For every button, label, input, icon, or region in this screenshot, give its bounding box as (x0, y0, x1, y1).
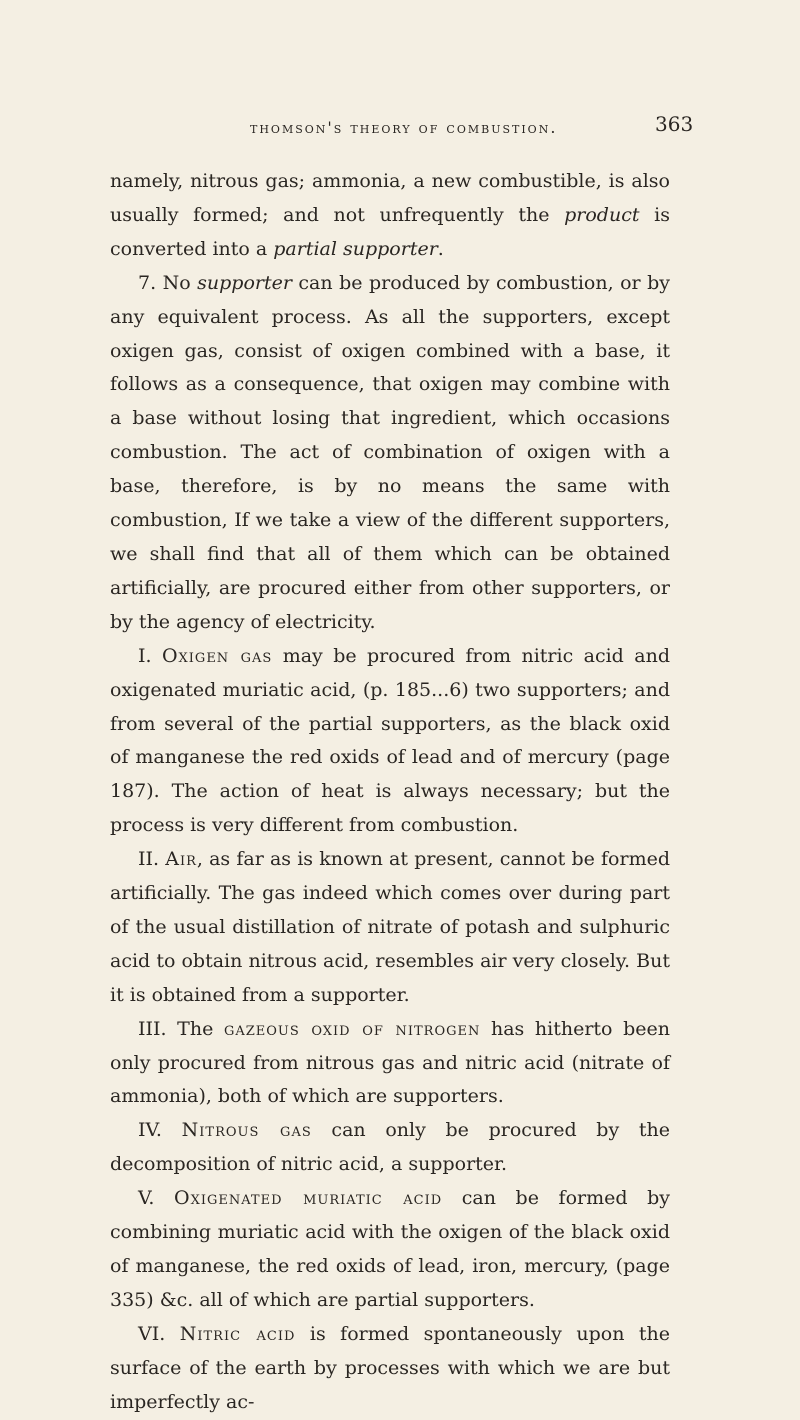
paragraph-v-oxigenated-muriatic-acid: V. Oxigenated muriatic acid can be formed by combining muriatic acid with the oxigen of the black oxid of manganese, the red oxids of lead, iron, mercury, (page 335) &c. all of which are partial supporters. (110, 1187, 670, 1311)
section-numeral: V. (138, 1187, 155, 1210)
italic-term: partial supporter (273, 237, 438, 260)
section-numeral: III. (138, 1017, 167, 1040)
italic-term: supporter (197, 271, 292, 294)
section-term: Air (165, 848, 197, 871)
section-term: gazeous oxid of nitrogen (223, 1017, 481, 1040)
paragraph-iv-nitrous-gas: IV. Nitrous gas can only be procured by the decomposition of nitric acid, a supporter. (110, 1119, 670, 1176)
section-term: Oxigenated muriatic acid (174, 1187, 443, 1210)
running-header (250, 118, 710, 137)
page-number: 363 (655, 112, 694, 136)
paragraph-ii-air: II. Air, as far as is known at present, cannot be formed artificially. The gas indeed which comes over during part of the usual distillation of nitrate of potash and sulphuric acid to obtain nitrous acid, resembles air very closely. But it is obtained from a supporter. (110, 848, 670, 1006)
paragraph-i-oxigen-gas: I. Oxigen gas may be procured from nitric acid and oxigenated muriatic acid, (p. 185...6) two supporters; and from several of the partial supporters, as the black oxid of manganese the red oxids of lead and of mercury (page 187). The action of heat is always necessary; but the process is very different from combustion. (110, 644, 670, 837)
paragraph-iii-gazeous-oxid: III. The gazeous oxid of nitrogen has hitherto been only procured from nitrous gas and nitric acid (nitrate of ammonia), both of which are supporters. (110, 1017, 670, 1108)
section-numeral: VI. (138, 1322, 166, 1345)
body-text (110, 165, 670, 1420)
section-term: Oxigen gas (161, 644, 273, 667)
paragraph-continuation: namely, nitrous gas; ammonia, a new combustible, is also usually formed; and not unfrequently the product is converted into a partial supporter. (110, 170, 670, 260)
italic-term: product (564, 203, 640, 226)
paragraph-7: 7. No supporter can be produced by combustion, or by any equivalent process. As all the supporters, except oxigen gas, consist of oxigen combined with a base, it follows as a consequence, that oxigen may combine with a base without losing that ingredient, which occasions combustion. The act of combination of oxigen with a base, therefore, is by no means the same with combustion, If we take a view of the different supporters, we shall find that all of them which can be obtained artificially, are procured either from other supporters, or by the agency of electricity. (110, 271, 670, 633)
section-numeral: I. (138, 644, 152, 667)
section-numeral: IV. (138, 1119, 162, 1142)
paragraph-vi-nitric-acid: VI. Nitric acid is formed spontaneously upon the surface of the earth by processes with which we are but imperfectly ac- (110, 1322, 671, 1413)
section-term: Nitric acid (179, 1322, 296, 1345)
section-numeral: II. (138, 848, 160, 871)
section-term: Nitrous gas (181, 1119, 312, 1142)
running-title: thomson's theory of combustion. (250, 118, 558, 137)
